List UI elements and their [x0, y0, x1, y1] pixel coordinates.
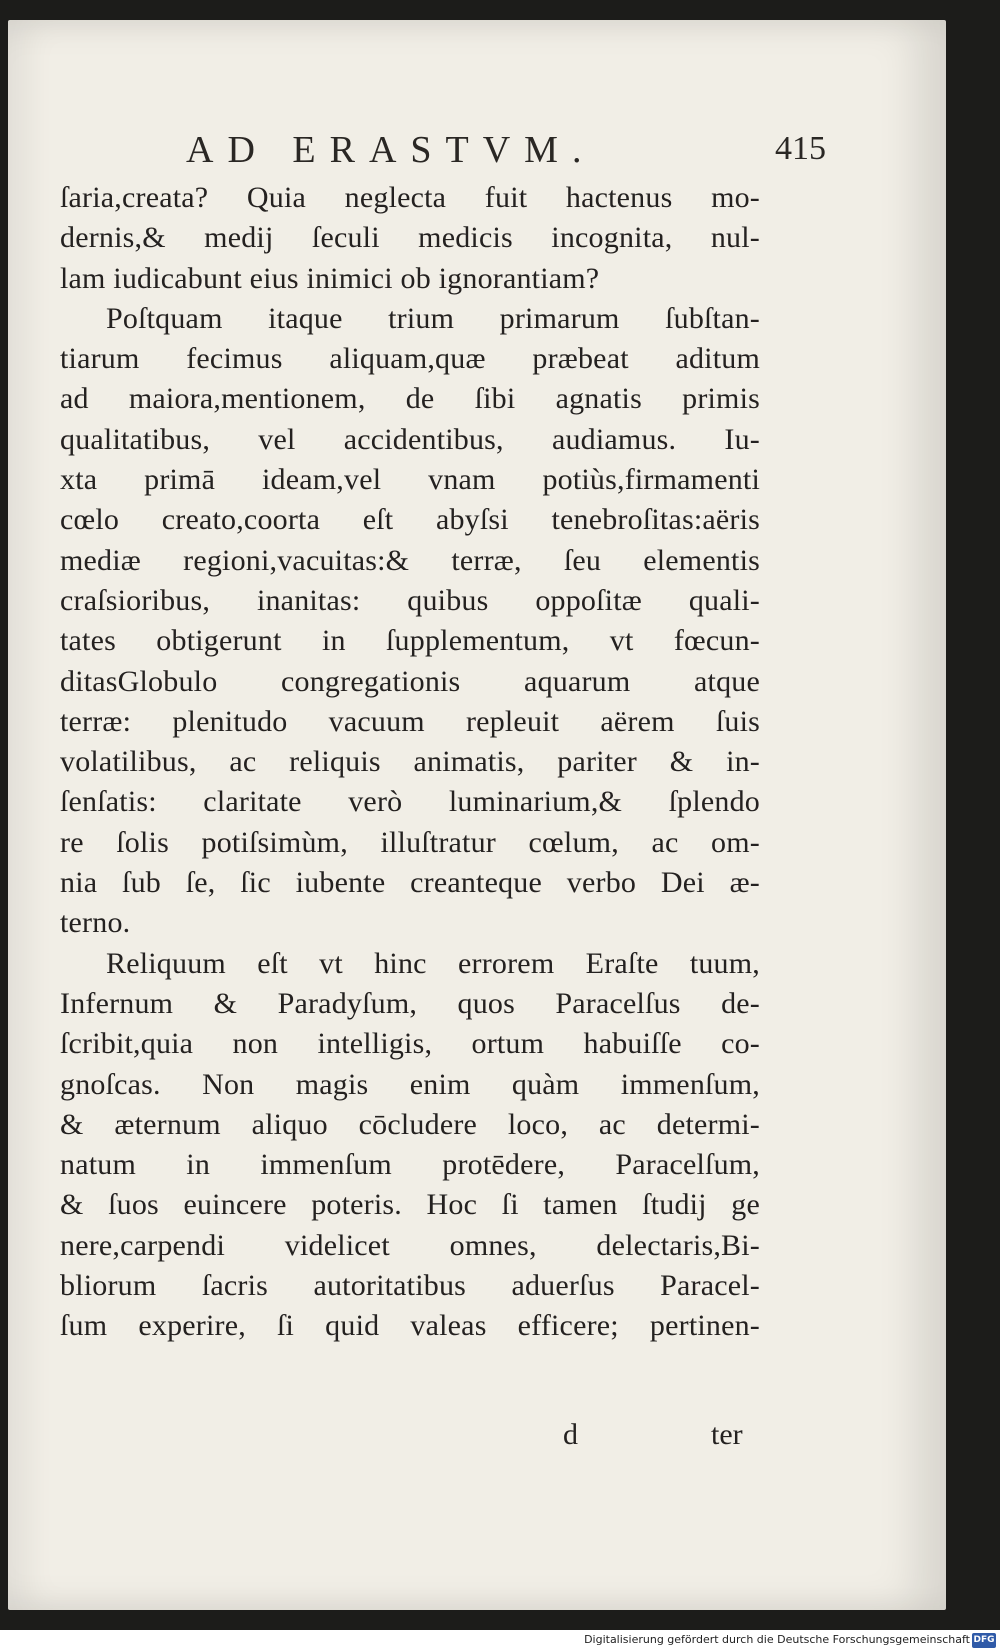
- catchword: ter: [711, 1418, 743, 1451]
- text-line: bliorum ſacris autoritatibus aduerſus Paracel-: [60, 1269, 760, 1303]
- text-line: Infernum & Paradyſum, quos Paracelſus de-: [60, 986, 760, 1020]
- text-line: nere,carpendi videlicet omnes, delectaris,Bi-: [60, 1228, 760, 1262]
- text-line: tiarum fecimus aliquam,quæ præbeat aditum: [60, 342, 760, 376]
- book-page: [8, 20, 946, 1610]
- dfg-logo: DFG: [972, 1633, 996, 1648]
- text-line: ſenſatis: claritate verò luminarium,& ſplendo: [60, 785, 760, 819]
- running-title: AD ERASTVM.: [186, 129, 596, 171]
- text-line: terno.: [60, 906, 131, 940]
- text-line: gnoſcas. Non magis enim quàm immenſum,: [60, 1067, 760, 1101]
- text-line: re ſolis potiſsimùm, illuſtratur cœlum, ac om-: [60, 825, 760, 859]
- page-foot-marks: [563, 1418, 763, 1458]
- text-line: qualitatibus, vel accidentibus, audiamus. Iu-: [60, 422, 760, 456]
- text-line: ditasGlobulo congregationis aquarum atque: [60, 664, 760, 698]
- page-header: [186, 128, 826, 178]
- text-line: nia ſub ſe, ſic iubente creanteque verbo Dei æ-: [60, 866, 760, 900]
- text-line: terræ: plenitudo vacuum repleuit aërem ſuis: [60, 704, 760, 738]
- text-line: volatilibus, ac reliquis animatis, pariter & in-: [60, 745, 760, 779]
- text-line: & ſuos euincere poteris. Hoc ſi tamen ſtudij ge: [60, 1188, 760, 1222]
- text-line: craſsioribus, inanitas: quibus oppoſitæ quali-: [60, 583, 760, 617]
- text-line: xta primā ideam,vel vnam potiùs,firmamenti: [60, 463, 760, 497]
- text-line: tates obtigerunt in ſupplementum, vt fœcun-: [60, 624, 760, 658]
- text-line: & æternum aliquo cōcludere loco, ac determi-: [60, 1107, 760, 1141]
- digitization-footer: [0, 1630, 1000, 1652]
- text-line: ſaria,creata? Quia neglecta fuit hactenus mo-: [60, 181, 760, 214]
- text-line: natum in immenſum protēdere, Paracelſum,: [60, 1148, 760, 1182]
- body-text: [60, 178, 760, 1347]
- page-number: 415: [775, 130, 826, 167]
- signature-mark: d: [563, 1418, 578, 1451]
- text-line: Reliquum eſt vt hinc errorem Eraſte tuum,: [106, 946, 760, 980]
- text-line: mediæ regioni,vacuitas:& terræ, ſeu elementis: [60, 543, 760, 577]
- text-line: ſum experire, ſi quid valeas efficere; pertinen-: [60, 1309, 760, 1343]
- text-line: dernis,& medij ſeculi medicis incognita, nul-: [60, 221, 760, 255]
- text-line: Poſtquam itaque trium primarum ſubſtan-: [106, 301, 760, 335]
- funding-credit: Digitalisierung gefördert durch die Deutsche Forschungsgemeinschaft: [584, 1633, 970, 1646]
- text-line: cœlo creato,coorta eſt abyſsi tenebroſitas:aëris: [60, 503, 760, 537]
- text-line: ſcribit,quia non intelligis, ortum habuiſſe co-: [60, 1027, 760, 1061]
- text-line: lam iudicabunt eius inimici ob ignorantiam?: [60, 261, 600, 295]
- text-line: ad maiora,mentionem, de ſibi agnatis primis: [60, 382, 760, 416]
